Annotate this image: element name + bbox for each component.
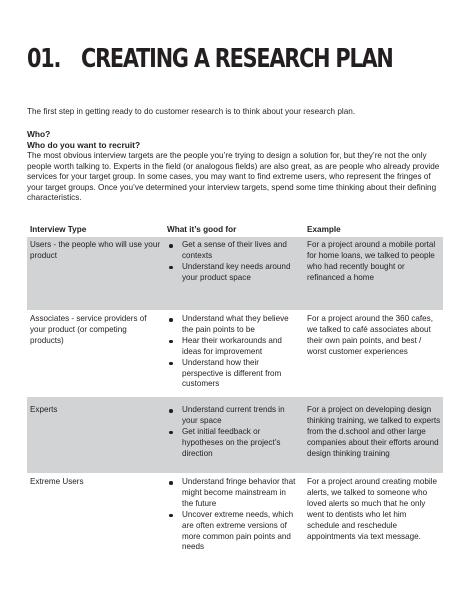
interview-type-cell: Associates - service providers of your product (or competing products) [30,314,147,345]
page-title: CREATING A RESEARCH PLAN [81,44,393,74]
interview-type-cell: Users - the people who will use your product [30,240,161,260]
good-for-item: Understand how their perspective is different from customers [167,358,297,391]
good-for-list [167,240,297,284]
good-for-item: Get a sense of their lives and contexts [167,240,297,262]
good-for-item: Understand what they believe the pain points to be [167,314,297,336]
table-row [27,237,443,310]
interview-types-table [27,223,443,564]
intro-paragraph: The first step in getting ready to do customer research is to think about your research plan. [27,107,356,116]
good-for-item: Uncover extreme needs, which are often extreme versions of more common pain points and needs [167,510,297,554]
example-cell: For a project around the 360 cafes, we talked to café associates about their own pain points, and best / worst customer experiences [307,314,433,356]
good-for-item: Hear their workarounds and ideas for improvement [167,336,297,358]
column-header-example: Example [307,225,341,234]
table-row [27,473,443,564]
who-subheading: Who do you want to recruit? [27,140,141,150]
good-for-list [167,477,297,553]
good-for-item: Understand current trends in your space [167,405,297,427]
who-heading: Who? [27,129,51,139]
example-cell: For a project around creating mobile alerts, we talked to someone who loved alerts so much that he only went to dentists who let him schedule and reschedule appointments via text message. [307,477,438,541]
who-body-paragraph: The most obvious interview targets are the people you’re trying to design a solution for, but they’re not the only people worth talking to. Experts in the field (or analogous fields) are also great, as are people who already provide services for your target group. In some cases, you may want to find extreme users, who represent the fringes of your target groups. Once you’ve determined your interview targets, spend some time thinking about their defining characteristics. [27,151,440,203]
column-header-good-for: What it’s good for [167,225,237,234]
section-number: 01. [27,44,61,74]
table-row [27,397,443,473]
table-row [27,310,443,397]
example-cell: For a project around a mobile portal for home loans, we talked to people who had recently bought or refinanced a home [307,240,436,282]
column-header-interview-type: Interview Type [30,225,87,234]
good-for-list [167,314,297,390]
interview-type-cell: Experts [30,405,58,414]
good-for-item: Understand fringe behavior that might become mainstream in the future [167,477,297,510]
table-header-row [27,223,443,237]
interview-type-cell: Extreme Users [30,477,84,486]
good-for-item: Understand key needs around your product space [167,262,297,284]
good-for-list [167,405,297,460]
example-cell: For a project on developing design thinking training, we talked to experts from the d.school and other large companies about their efforts around design thinking training [307,405,441,458]
good-for-item: Get initial feedback or hypotheses on the project’s direction [167,427,297,460]
